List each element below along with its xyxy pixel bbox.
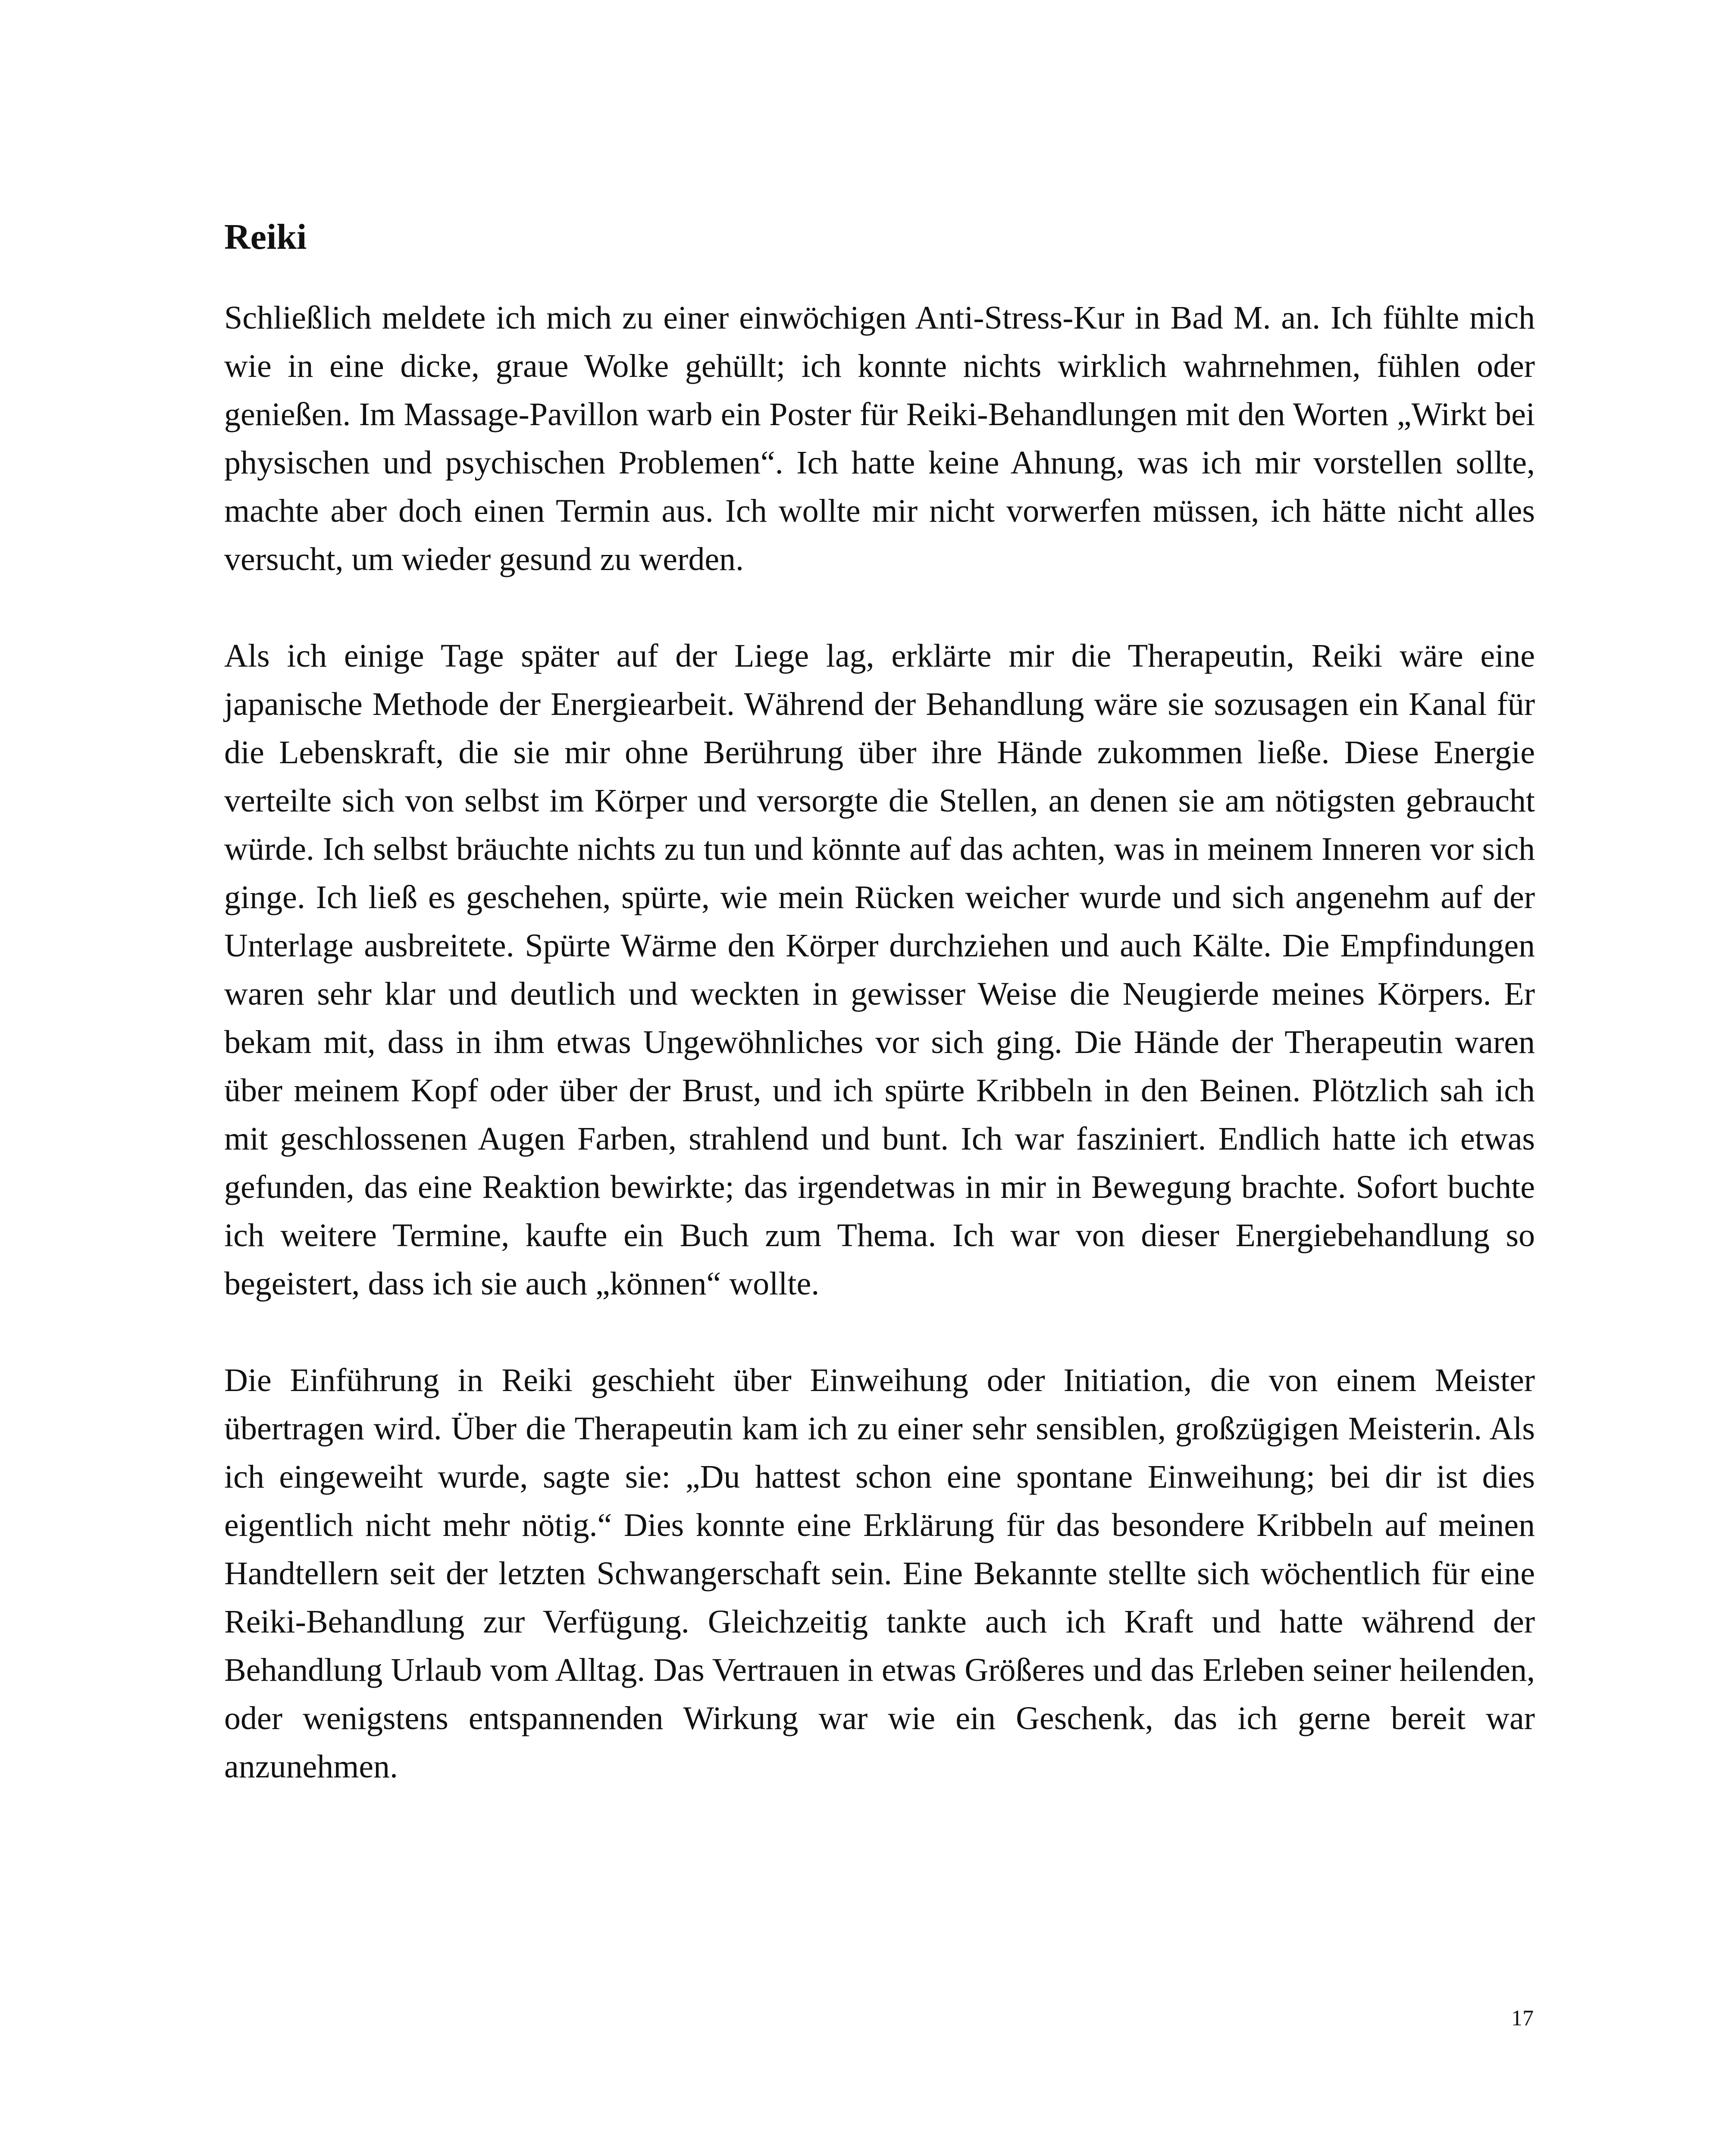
paragraph-2: Als ich einige Tage später auf der Liege lag, erklärte mir die Therapeutin, Reiki wäre eine japanische Methode der Energiearbeit. Während der Behandlung wäre sie sozusagen ein Kanal für die Lebenskraft, die sie mir ohne Berührung über ihre Hände zukommen ließe. Diese Energie verteilte sich von selbst im Körper und versorgte die Stellen, an denen sie am nötigsten gebraucht würde. Ich selbst bräuchte nichts zu tun und könnte auf das achten, was in meinem Inneren vor sich ginge. Ich ließ es geschehen, spürte, wie mein Rücken weicher wurde und sich angenehm auf der Unterlage ausbreitete. Spürte Wärme den Körper durchziehen und auch Kälte. Die Empfindungen waren sehr klar und deutlich und weckten in gewisser Weise die Neugierde meines Körpers. Er bekam mit, dass in ihm etwas Ungewöhnliches vor sich ging. Die Hände der Therapeutin waren über meinem Kopf oder über der Brust, und ich spürte Kribbeln in den Beinen. Plötzlich sah ich mit geschlossenen Augen Farben, strahlend und bunt. Ich war fasziniert. Endlich hatte ich etwas gefunden, das eine Reaktion bewirkte; das irgendetwas in mir in Bewegung brachte. Sofort buchte ich weitere Termine, kaufte ein Buch zum Thema. Ich war von dieser Energiebehandlung so begeistert, dass ich sie auch „können“ wollte. [224, 637, 1535, 1302]
paragraph-3: Die Einführung in Reiki geschieht über Einweihung oder Initiation, die von einem Meister übertragen wird. Über die Therapeutin kam ich zu einer sehr sensiblen, großzügigen Meisterin. Als ich eingeweiht wurde, sagte sie: „Du hattest schon eine spontane Einweihung; bei dir ist dies eigentlich nicht mehr nötig.“ Dies konnte eine Erklärung für das besondere Kribbeln auf meinen Handtellern seit der letzten Schwangerschaft sein. Eine Bekannte stellte sich wöchentlich für eine Reiki-Behandlung zur Verfügung. Gleichzeitig tankte auch ich Kraft und hatte während der Behandlung Urlaub vom Alltag. Das Vertrauen in etwas Größeres und das Erleben seiner heilenden, oder wenigstens entspannenden Wirkung war wie ein Geschenk, das ich gerne bereit war anzunehmen. [224, 1362, 1535, 1785]
page-number: 17 [1511, 2006, 1534, 2031]
section-title: Reiki [224, 217, 307, 257]
paragraph-1: Schließlich meldete ich mich zu einer einwöchigen Anti-Stress-Kur in Bad M. an. Ich fühlte mich wie in eine dicke, graue Wolke gehüllt; ich konnte nichts wirklich wahrnehmen, fühlen oder genießen. Im Massage-Pavillon warb ein Poster für Reiki-Behandlungen mit den Worten „Wirkt bei physischen und psychischen Problemen“. Ich hatte keine Ahnung, was ich mir vorstellen sollte, machte aber doch einen Termin aus. Ich wollte mir nicht vorwerfen müssen, ich hätte nicht alles versucht, um wieder gesund zu werden. [224, 299, 1535, 577]
page-content [224, 216, 1535, 1839]
